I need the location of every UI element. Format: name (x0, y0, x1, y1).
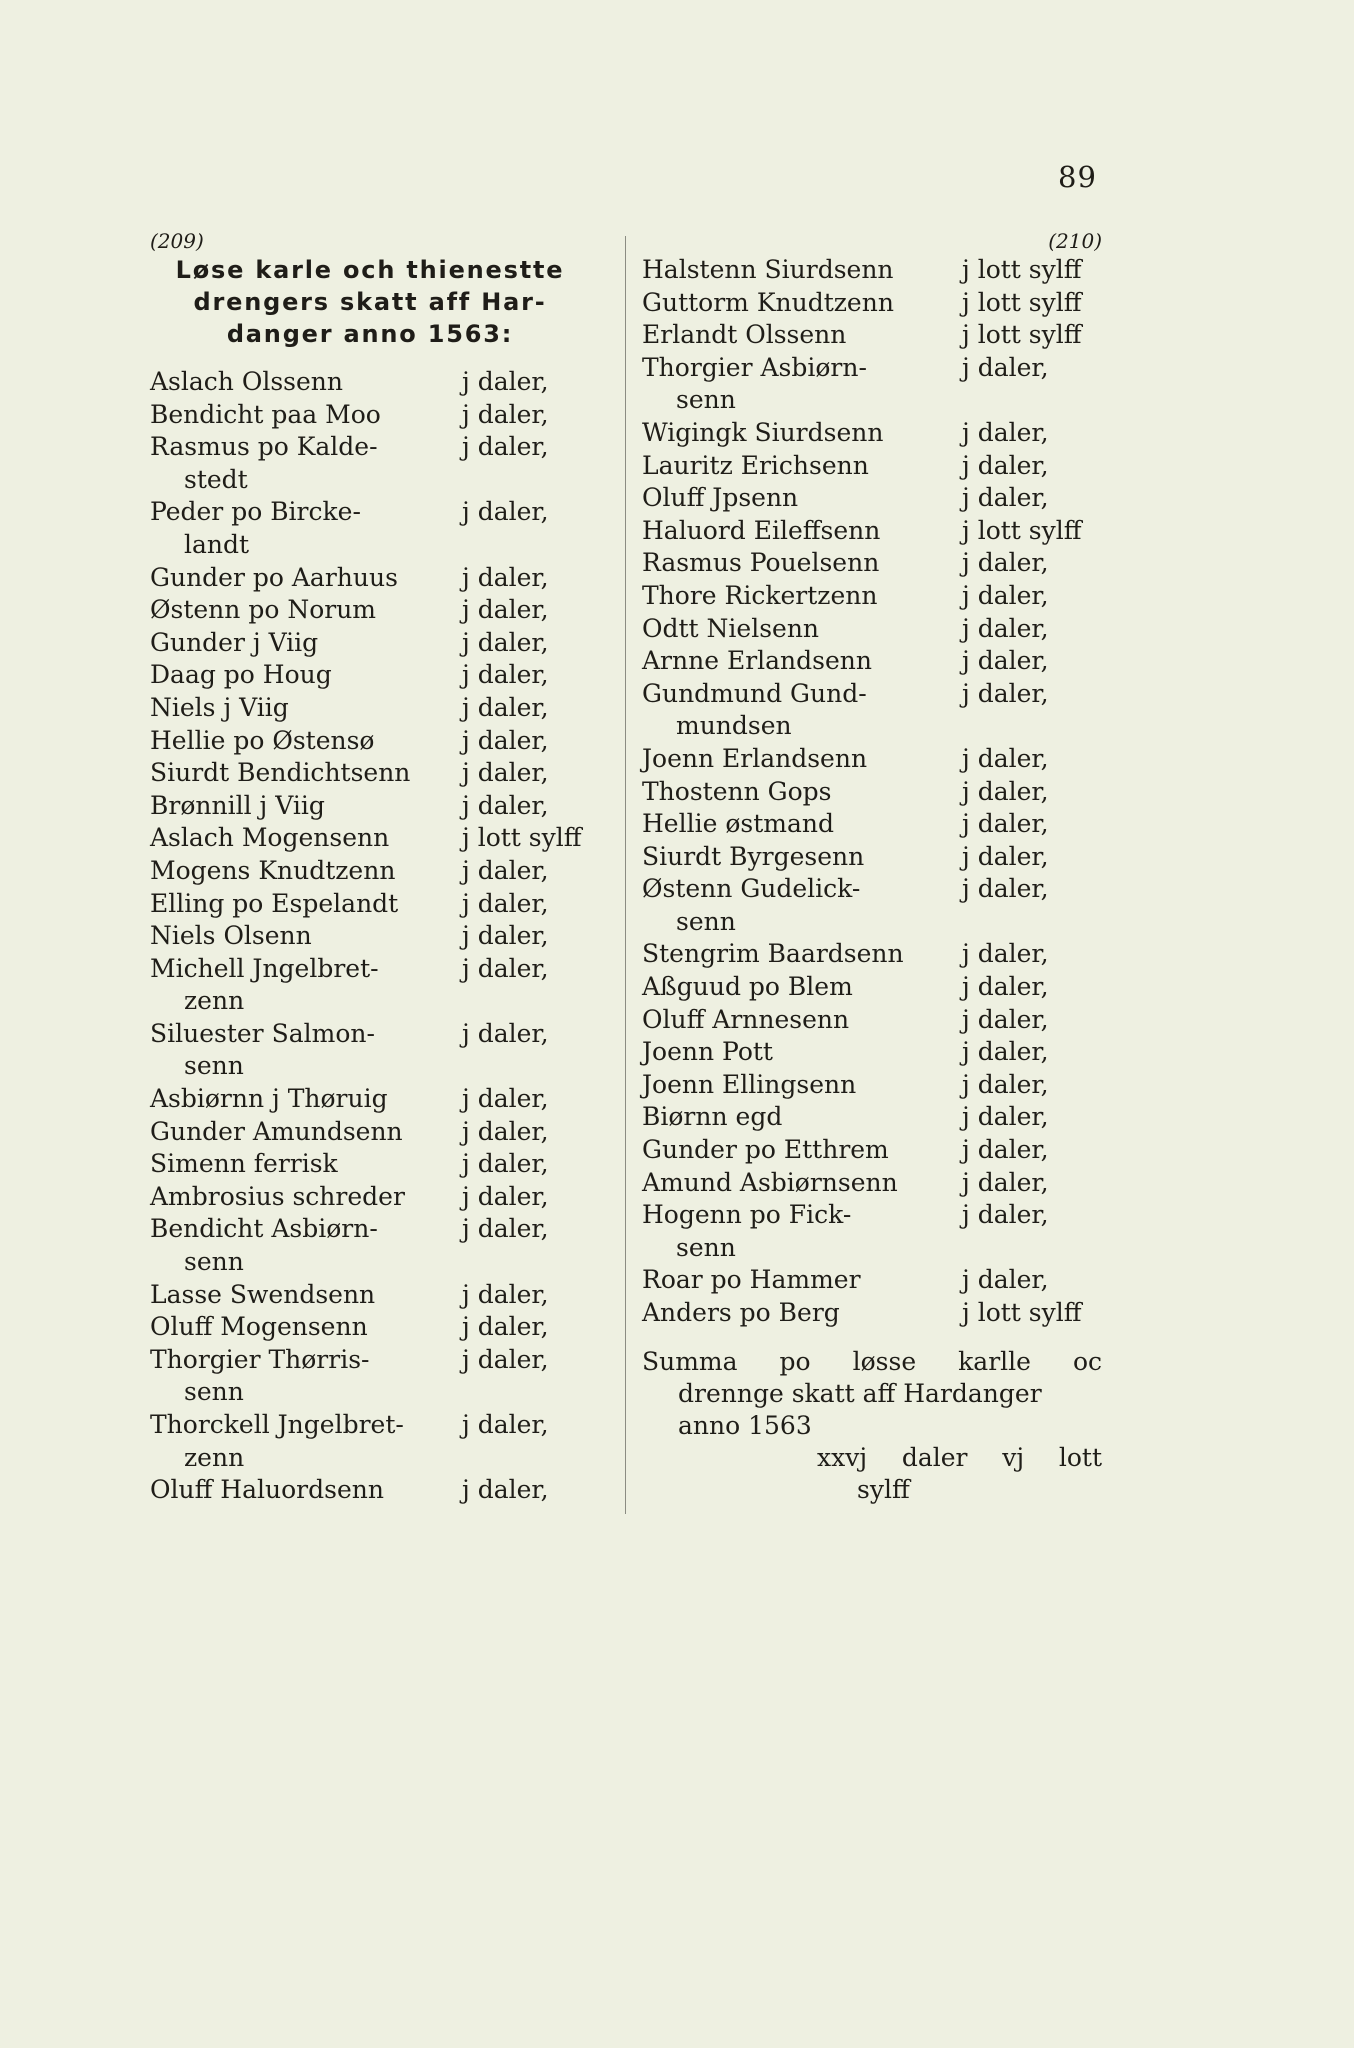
entry-name-text: Wigingk Siurdsenn (642, 417, 884, 447)
entry-name-continuation: senn (184, 1377, 244, 1407)
left-entry-list (150, 366, 590, 1507)
entry-amount: j daler, (462, 497, 549, 527)
entry-name (642, 1101, 782, 1134)
section-heading (150, 254, 590, 350)
entry-name (642, 808, 834, 841)
entry-name-text: Hogenn po Fick- (642, 1200, 852, 1230)
entry-name-text: Arnne Erlandsenn (642, 646, 872, 676)
heading-line: danger anno 1563: (226, 320, 514, 348)
entry-amount: j daler, (962, 1135, 1049, 1165)
list-item (150, 1213, 590, 1278)
entry-name-text: Ambrosius schreder (150, 1181, 405, 1211)
entry-amount: j daler, (962, 1102, 1049, 1132)
entry-name-text: Mogens Knudtzenn (150, 855, 396, 885)
list-item (150, 888, 590, 921)
entry-name-continuation: senn (184, 1247, 244, 1277)
entry-name-text: Elling po Espelandt (150, 888, 399, 918)
entry-name-text: Guttorm Knudtzenn (642, 287, 894, 317)
list-item (642, 873, 1102, 938)
entry-amount: j daler, (462, 1116, 549, 1146)
entry-amount: j daler, (962, 417, 1049, 447)
entry-name (642, 1004, 849, 1037)
list-item (150, 1148, 590, 1181)
entry-name (642, 743, 867, 776)
entry-name (642, 450, 869, 483)
entry-name (150, 627, 318, 660)
entry-name-text: Thorgier Thørris- (150, 1344, 370, 1374)
entry-name (642, 613, 819, 646)
entry-amount: j daler, (962, 874, 1049, 904)
entry-name-continuation: senn (676, 1232, 736, 1262)
entry-name (150, 399, 381, 432)
list-item (642, 580, 1102, 613)
entry-name-text: Aßguud po Blem (642, 972, 853, 1002)
entry-name (642, 645, 872, 678)
entry-name (150, 692, 289, 725)
page-number: 89 (1058, 160, 1097, 194)
entry-name (150, 496, 361, 561)
entry-name-text: Siurdt Byrgesenn (642, 841, 865, 871)
entry-amount: j daler, (462, 660, 549, 690)
list-item (150, 953, 590, 1018)
entry-amount: j daler, (962, 776, 1049, 806)
entry-amount: j daler, (962, 580, 1049, 610)
list-item (150, 790, 590, 823)
entry-name-text: Hellie po Østensø (150, 725, 375, 755)
entry-name (642, 1199, 851, 1264)
entry-name-text: Michell Jngelbret- (150, 953, 379, 983)
entry-amount: j daler, (962, 809, 1049, 839)
entry-amount: j daler, (962, 483, 1049, 513)
entry-name-text: Oluff Mogensenn (150, 1312, 368, 1342)
entry-name-text: Lasse Swendsenn (150, 1279, 376, 1309)
list-item (642, 1069, 1102, 1102)
entry-name (642, 1069, 856, 1102)
entry-name-continuation: senn (676, 906, 736, 936)
entry-name-text: Niels j Viig (150, 692, 289, 722)
entry-name (150, 1311, 368, 1344)
list-item (150, 431, 590, 496)
entry-name-text: Anders po Berg (642, 1298, 840, 1327)
entry-name (150, 1116, 403, 1149)
folio-left: (209) (150, 229, 204, 253)
entry-name-text: Peder po Bircke- (150, 497, 361, 527)
entry-name (642, 873, 860, 938)
entry-name (642, 1297, 840, 1330)
entry-name-text: Gunder po Aarhuus (150, 562, 398, 592)
entry-name-text: Halstenn Siurdsenn (642, 255, 894, 284)
entry-name-text: Joenn Erlandsenn (642, 743, 868, 773)
left-column (150, 228, 590, 1507)
entry-amount: j daler, (462, 953, 549, 983)
entry-name-text: Niels Olsenn (150, 921, 312, 951)
entry-amount: j daler, (462, 725, 549, 755)
entry-name (150, 888, 398, 921)
entry-name (642, 678, 867, 743)
list-item (642, 450, 1102, 483)
entry-name-text: Thorckell Jngelbret- (150, 1410, 404, 1439)
entry-name-continuation: zenn (184, 1442, 245, 1472)
entry-name (642, 1134, 889, 1167)
entry-name (150, 659, 332, 692)
entry-name-text: Siurdt Bendichtsenn (150, 758, 411, 788)
list-item (642, 938, 1102, 971)
entry-name (642, 1167, 898, 1200)
list-item (150, 1409, 590, 1474)
entry-name (150, 366, 343, 399)
list-item (150, 627, 590, 660)
entry-name (150, 1344, 369, 1409)
entry-amount: j lott sylff (962, 515, 1082, 545)
entry-amount: j daler, (962, 939, 1049, 969)
entry-name-text: Gundmund Gund- (642, 678, 867, 708)
entry-amount: j daler, (462, 790, 549, 820)
entry-name-text: Joenn Ellingsenn (642, 1069, 857, 1099)
entry-name-continuation: landt (184, 529, 250, 559)
entry-amount: j daler, (462, 367, 549, 396)
list-item (642, 645, 1102, 678)
list-item (150, 1344, 590, 1409)
list-item (150, 1116, 590, 1149)
entry-name-text: Rasmus Pouelsenn (642, 548, 880, 578)
entry-name-text: Daag po Houg (150, 660, 332, 690)
entry-name-text: Thorgier Asbiørn- (642, 352, 867, 382)
entry-name (150, 594, 376, 627)
entry-amount: j lott sylff (962, 1298, 1082, 1327)
entry-amount: j daler, (962, 352, 1049, 382)
list-item (150, 562, 590, 595)
list-item (642, 352, 1102, 417)
entry-amount: j daler, (462, 1181, 549, 1211)
entry-amount: j daler, (462, 1312, 549, 1342)
entry-name (642, 971, 853, 1004)
entry-name-text: Asbiørnn j Thøruig (150, 1084, 388, 1114)
entry-amount: j daler, (962, 972, 1049, 1002)
entry-name (150, 953, 379, 1018)
entry-amount: j daler, (962, 1069, 1049, 1099)
entry-name-continuation: senn (184, 1051, 244, 1081)
entry-name (642, 287, 894, 320)
list-item (150, 399, 590, 432)
heading-line: drengers skatt aff Har- (193, 288, 547, 316)
list-item (150, 1311, 590, 1344)
entry-name-text: Biørnn egd (642, 1102, 783, 1132)
entry-amount: j daler, (462, 432, 549, 462)
entry-name (150, 562, 398, 595)
entry-amount: j daler, (462, 1084, 549, 1114)
list-item (150, 1018, 590, 1083)
list-item (642, 319, 1102, 352)
entry-name (150, 920, 312, 953)
entry-name-text: Østenn Gudelick- (642, 874, 861, 904)
summa-line: Summa po løsse karlle oc (642, 1346, 1102, 1376)
entry-amount: j daler, (962, 841, 1049, 871)
entry-amount: j daler, (962, 646, 1049, 676)
entry-name (150, 1018, 375, 1083)
entry-name (150, 1409, 404, 1474)
entry-amount: j daler, (462, 888, 549, 918)
entry-name (642, 776, 832, 809)
entry-name-text: Lauritz Erichsenn (642, 450, 869, 480)
entry-name (642, 352, 867, 417)
entry-amount: j daler, (962, 1004, 1049, 1034)
entry-name-continuation: zenn (184, 986, 245, 1016)
entry-name (150, 1474, 384, 1507)
entry-name-text: Thostenn Gops (642, 776, 832, 806)
entry-amount: j lott sylff (462, 823, 582, 853)
entry-name-text: Aslach Mogensenn (150, 823, 390, 853)
list-item (642, 1264, 1102, 1297)
entry-name (642, 938, 904, 971)
entry-amount: j daler, (462, 921, 549, 951)
entry-amount: j daler, (962, 450, 1049, 480)
summa-total-end: sylff (857, 1474, 910, 1504)
entry-amount: j daler, (462, 1214, 549, 1244)
entry-name-text: Bendicht paa Moo (150, 399, 381, 429)
entry-name-text: Østenn po Norum (150, 595, 377, 625)
list-item (150, 496, 590, 561)
entry-name (642, 515, 880, 548)
entry-amount: j daler, (962, 743, 1049, 773)
list-item (150, 725, 590, 758)
entry-amount: j daler, (462, 1475, 549, 1505)
entry-name (642, 580, 877, 613)
entry-name (642, 1036, 773, 1069)
entry-amount: j daler, (462, 758, 549, 788)
list-item (642, 515, 1102, 548)
list-item (642, 808, 1102, 841)
entry-name (150, 1083, 388, 1116)
list-item (150, 920, 590, 953)
list-item (150, 855, 590, 888)
entry-name (150, 725, 374, 758)
entry-amount: j lott sylff (962, 287, 1082, 317)
summa-line: drennge skatt aff Hardanger (678, 1378, 1042, 1408)
entry-name-text: Bendicht Asbiørn- (150, 1214, 378, 1244)
entry-name (642, 547, 879, 580)
list-item (150, 659, 590, 692)
entry-name (150, 790, 325, 823)
entry-name (642, 841, 864, 874)
entry-amount: j daler, (462, 562, 549, 592)
list-item (642, 1101, 1102, 1134)
entry-name (642, 482, 798, 515)
entry-amount: j daler, (962, 613, 1049, 643)
right-entry-list (642, 254, 1102, 1330)
list-item (642, 971, 1102, 1004)
list-item (150, 692, 590, 725)
list-item (642, 613, 1102, 646)
entry-name-text: Aslach Olssenn (150, 367, 343, 396)
list-item (642, 1167, 1102, 1200)
entry-name-text: Siluester Salmon- (150, 1018, 375, 1048)
entry-amount: j daler, (462, 1410, 549, 1439)
entry-name (642, 319, 846, 352)
list-item (642, 287, 1102, 320)
list-item (642, 417, 1102, 450)
entry-amount: j daler, (462, 855, 549, 885)
entry-amount: j daler, (962, 1265, 1049, 1295)
list-item (150, 594, 590, 627)
entry-amount: j daler, (962, 548, 1049, 578)
list-item (150, 822, 590, 855)
entry-name-text: Gunder j Viig (150, 627, 319, 657)
folio-right: (210) (1048, 229, 1102, 253)
entry-name-text: Erlandt Olssenn (642, 320, 847, 350)
list-item (642, 743, 1102, 776)
list-item (642, 776, 1102, 809)
entry-name (150, 757, 410, 790)
right-column (642, 228, 1102, 1506)
entry-amount: j daler, (962, 1167, 1049, 1197)
entry-name-text: Joenn Pott (642, 1037, 773, 1067)
entry-name-text: Gunder Amundsenn (150, 1116, 403, 1146)
entry-name-text: Hellie østmand (642, 809, 834, 839)
list-item (642, 547, 1102, 580)
column-divider (625, 236, 626, 1514)
entry-name-text: Stengrim Baardsenn (642, 939, 904, 969)
summa-total: xxvj daler vj lott (817, 1442, 1102, 1472)
entry-name-text: Rasmus po Kalde- (150, 432, 378, 462)
entry-amount: j lott sylff (962, 255, 1082, 284)
entry-name (150, 855, 395, 888)
list-item (150, 1474, 590, 1507)
list-item (150, 1181, 590, 1214)
entry-name (642, 254, 894, 287)
entry-amount: j daler, (462, 692, 549, 722)
entry-name (642, 417, 883, 450)
entry-name-text: Oluff Jpsenn (642, 483, 799, 513)
entry-amount: j daler, (462, 399, 549, 429)
entry-amount: j daler, (462, 1018, 549, 1048)
entry-amount: j daler, (462, 627, 549, 657)
entry-name-text: Simenn ferrisk (150, 1149, 338, 1179)
entry-name (642, 1264, 861, 1297)
entry-name (150, 1148, 338, 1181)
list-item (642, 1134, 1102, 1167)
summa-line: anno 1563 (678, 1410, 812, 1440)
list-item (150, 1083, 590, 1116)
entry-amount: j lott sylff (962, 320, 1082, 350)
list-item (150, 366, 590, 399)
list-item (642, 1036, 1102, 1069)
entry-name-continuation: stedt (184, 464, 248, 494)
entry-name-text: Roar po Hammer (642, 1265, 861, 1295)
entry-amount: j daler, (462, 1149, 549, 1179)
heading-line: Løse karle och thienestte (175, 256, 565, 284)
entry-name-text: Oluff Arnnesenn (642, 1004, 850, 1034)
list-item (642, 482, 1102, 515)
list-item (642, 254, 1102, 287)
entry-amount: j daler, (462, 595, 549, 625)
entry-amount: j daler, (462, 1279, 549, 1309)
entry-amount: j daler, (962, 1037, 1049, 1067)
entry-amount: j daler, (462, 1344, 549, 1374)
entry-name (150, 1279, 375, 1312)
list-item (150, 1279, 590, 1312)
list-item (642, 1199, 1102, 1264)
entry-name-text: Thore Rickertzenn (642, 580, 878, 610)
entry-name-text: Gunder po Etthrem (642, 1135, 889, 1165)
entry-amount: j daler, (962, 1200, 1049, 1230)
list-item (642, 1004, 1102, 1037)
entry-name-continuation: senn (676, 385, 736, 415)
entry-name (150, 1181, 405, 1214)
entry-amount: j daler, (962, 678, 1049, 708)
entry-name-text: Odtt Nielsenn (642, 613, 820, 643)
entry-name (150, 1213, 378, 1278)
list-item (150, 757, 590, 790)
summa-block (642, 1346, 1102, 1506)
entry-name-text: Haluord Eileffsenn (642, 515, 881, 545)
entry-name-continuation: mundsen (676, 711, 792, 741)
list-item (642, 841, 1102, 874)
entry-name-text: Amund Asbiørnsenn (642, 1167, 898, 1197)
entry-name (150, 431, 378, 496)
entry-name (150, 822, 389, 855)
list-item (642, 678, 1102, 743)
entry-name-text: Oluff Haluordsenn (150, 1475, 384, 1505)
list-item (642, 1297, 1102, 1330)
entry-name-text: Brønnill j Viig (150, 790, 325, 820)
